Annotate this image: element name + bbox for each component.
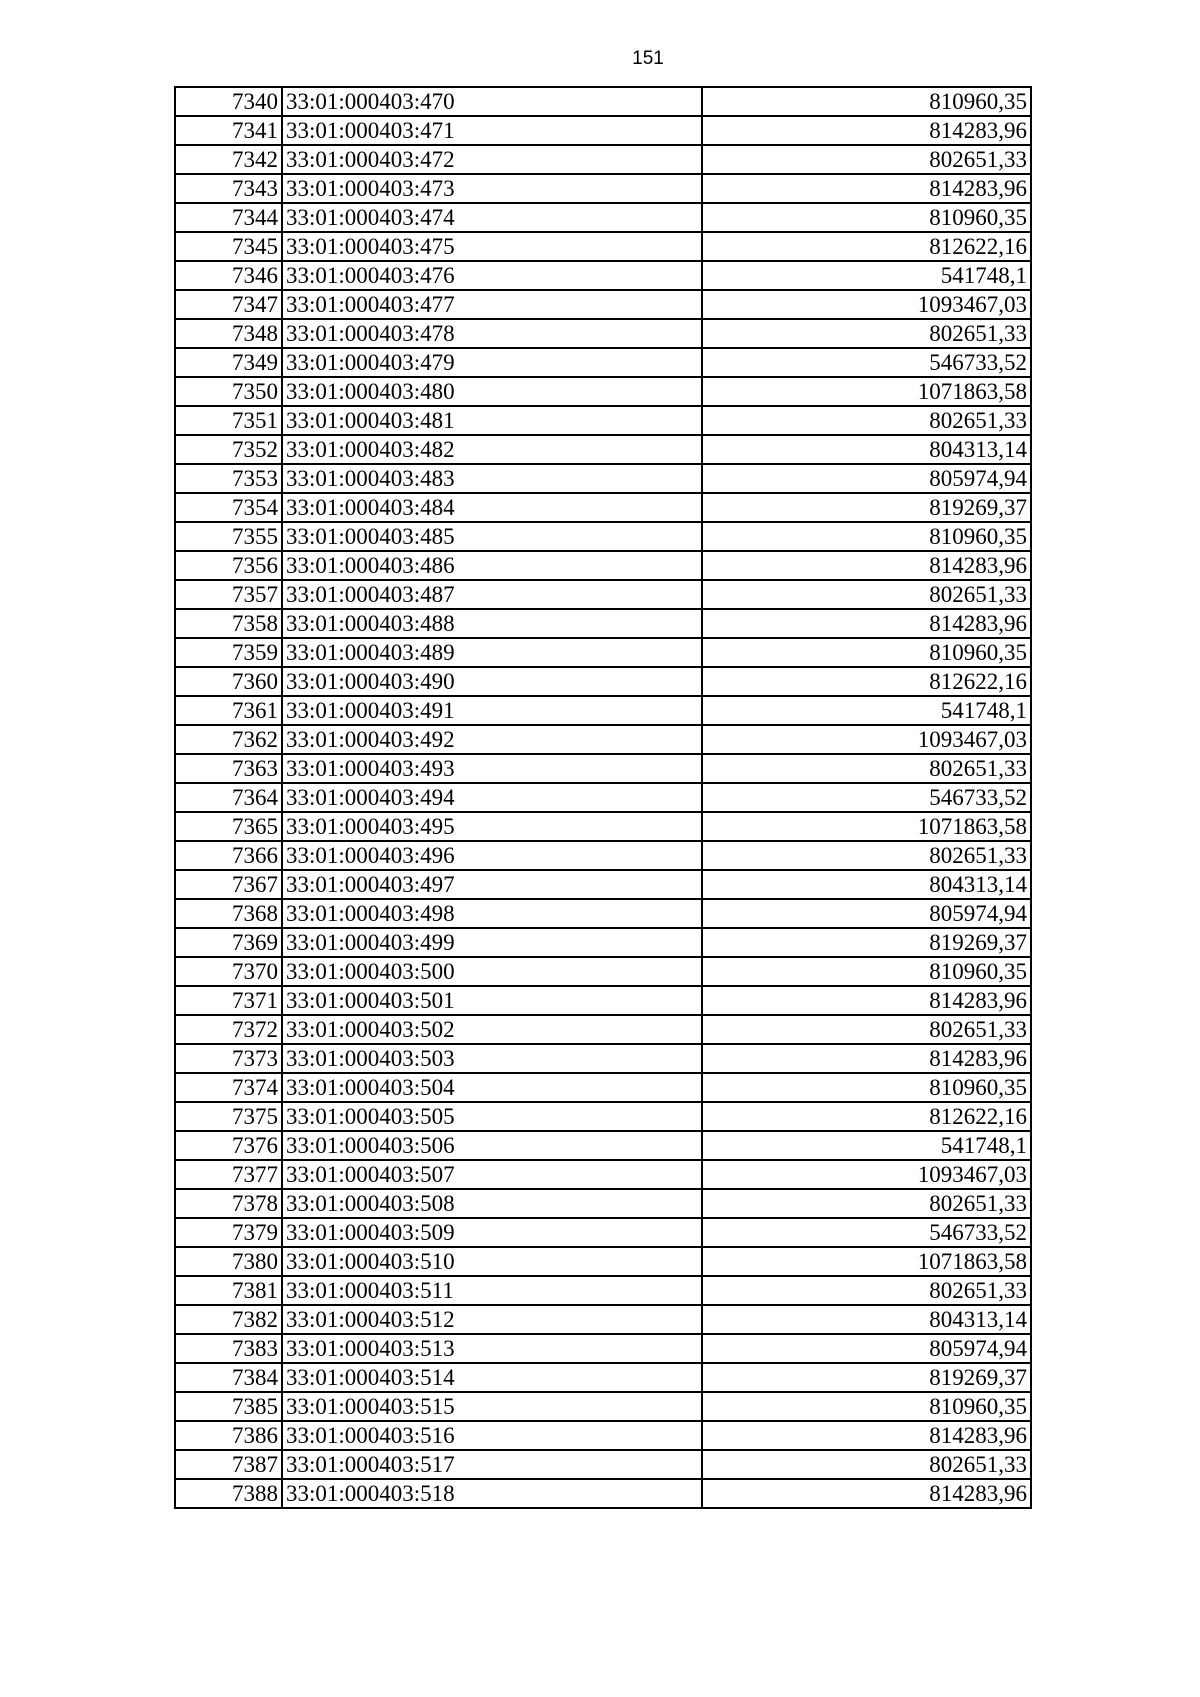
row-number-cell: 7365 — [175, 812, 282, 841]
row-number-cell: 7380 — [175, 1247, 282, 1276]
cadastral-number-cell: 33:01:000403:507 — [282, 1160, 702, 1189]
cadastral-value-cell: 814283,96 — [702, 1421, 1031, 1450]
cadastral-number-cell: 33:01:000403:483 — [282, 464, 702, 493]
table-row — [175, 232, 1031, 261]
cadastral-value-cell: 804313,14 — [702, 435, 1031, 464]
cadastral-number-cell: 33:01:000403:500 — [282, 957, 702, 986]
cadastral-value-cell: 802651,33 — [702, 145, 1031, 174]
cadastral-number-cell: 33:01:000403:472 — [282, 145, 702, 174]
row-number-cell: 7381 — [175, 1276, 282, 1305]
cadastral-number-cell: 33:01:000403:493 — [282, 754, 702, 783]
table-row — [175, 203, 1031, 232]
cadastral-number-cell: 33:01:000403:508 — [282, 1189, 702, 1218]
row-number-cell: 7385 — [175, 1392, 282, 1421]
row-number-cell: 7364 — [175, 783, 282, 812]
row-number-cell: 7373 — [175, 1044, 282, 1073]
cadastral-value-cell: 810960,35 — [702, 87, 1031, 116]
table-row — [175, 1392, 1031, 1421]
cadastral-number-cell: 33:01:000403:499 — [282, 928, 702, 957]
table-row — [175, 899, 1031, 928]
cadastral-number-cell: 33:01:000403:477 — [282, 290, 702, 319]
cadastral-number-cell: 33:01:000403:494 — [282, 783, 702, 812]
cadastral-value-cell: 805974,94 — [702, 899, 1031, 928]
cadastral-number-cell: 33:01:000403:510 — [282, 1247, 702, 1276]
cadastral-number-cell: 33:01:000403:471 — [282, 116, 702, 145]
cadastral-number-cell: 33:01:000403:479 — [282, 348, 702, 377]
table-row — [175, 870, 1031, 899]
table-row — [175, 493, 1031, 522]
table-row — [175, 1218, 1031, 1247]
table-row — [175, 986, 1031, 1015]
table-body — [175, 87, 1031, 1508]
table-row — [175, 928, 1031, 957]
table-row — [175, 1421, 1031, 1450]
table-row — [175, 551, 1031, 580]
table-row — [175, 1479, 1031, 1508]
table-row — [175, 87, 1031, 116]
row-number-cell: 7370 — [175, 957, 282, 986]
cadastral-value-cell: 802651,33 — [702, 406, 1031, 435]
cadastral-number-cell: 33:01:000403:480 — [282, 377, 702, 406]
row-number-cell: 7378 — [175, 1189, 282, 1218]
cadastral-number-cell: 33:01:000403:485 — [282, 522, 702, 551]
row-number-cell: 7348 — [175, 319, 282, 348]
row-number-cell: 7384 — [175, 1363, 282, 1392]
table-row — [175, 464, 1031, 493]
table-row — [175, 696, 1031, 725]
row-number-cell: 7386 — [175, 1421, 282, 1450]
table-row — [175, 841, 1031, 870]
cadastral-value-cell: 1071863,58 — [702, 1247, 1031, 1276]
cadastral-value-cell: 814283,96 — [702, 174, 1031, 203]
cadastral-number-cell: 33:01:000403:511 — [282, 1276, 702, 1305]
row-number-cell: 7350 — [175, 377, 282, 406]
cadastral-number-cell: 33:01:000403:516 — [282, 1421, 702, 1450]
cadastral-number-cell: 33:01:000403:487 — [282, 580, 702, 609]
row-number-cell: 7354 — [175, 493, 282, 522]
cadastral-value-cell: 802651,33 — [702, 754, 1031, 783]
row-number-cell: 7362 — [175, 725, 282, 754]
cadastral-value-cell: 804313,14 — [702, 1305, 1031, 1334]
table-row — [175, 957, 1031, 986]
cadastral-number-cell: 33:01:000403:492 — [282, 725, 702, 754]
cadastral-value-cell: 814283,96 — [702, 1479, 1031, 1508]
cadastral-value-cell: 819269,37 — [702, 928, 1031, 957]
table-row — [175, 1305, 1031, 1334]
table-row — [175, 522, 1031, 551]
table-row — [175, 1247, 1031, 1276]
row-number-cell: 7369 — [175, 928, 282, 957]
row-number-cell: 7351 — [175, 406, 282, 435]
cadastral-value-cell: 814283,96 — [702, 1044, 1031, 1073]
cadastral-value-cell: 546733,52 — [702, 1218, 1031, 1247]
cadastral-value-cell: 810960,35 — [702, 203, 1031, 232]
table-row — [175, 377, 1031, 406]
row-number-cell: 7367 — [175, 870, 282, 899]
cadastral-value-cell: 541748,1 — [702, 696, 1031, 725]
cadastral-value-cell: 546733,52 — [702, 348, 1031, 377]
cadastral-number-cell: 33:01:000403:513 — [282, 1334, 702, 1363]
table-row — [175, 1102, 1031, 1131]
cadastral-value-cell: 810960,35 — [702, 1073, 1031, 1102]
cadastral-value-cell: 805974,94 — [702, 1334, 1031, 1363]
table-row — [175, 261, 1031, 290]
cadastral-number-cell: 33:01:000403:482 — [282, 435, 702, 464]
cadastral-number-cell: 33:01:000403:504 — [282, 1073, 702, 1102]
cadastral-value-cell: 802651,33 — [702, 1015, 1031, 1044]
cadastral-number-cell: 33:01:000403:512 — [282, 1305, 702, 1334]
row-number-cell: 7377 — [175, 1160, 282, 1189]
table-row — [175, 1131, 1031, 1160]
cadastral-value-cell: 541748,1 — [702, 261, 1031, 290]
row-number-cell: 7346 — [175, 261, 282, 290]
cadastral-number-cell: 33:01:000403:476 — [282, 261, 702, 290]
cadastral-value-cell: 1093467,03 — [702, 1160, 1031, 1189]
cadastral-number-cell: 33:01:000403:491 — [282, 696, 702, 725]
cadastral-number-cell: 33:01:000403:518 — [282, 1479, 702, 1508]
cadastral-number-cell: 33:01:000403:514 — [282, 1363, 702, 1392]
cadastral-value-cell: 810960,35 — [702, 1392, 1031, 1421]
cadastral-value-cell: 1071863,58 — [702, 377, 1031, 406]
row-number-cell: 7388 — [175, 1479, 282, 1508]
row-number-cell: 7379 — [175, 1218, 282, 1247]
cadastral-number-cell: 33:01:000403:503 — [282, 1044, 702, 1073]
cadastral-value-cell: 541748,1 — [702, 1131, 1031, 1160]
cadastral-number-cell: 33:01:000403:495 — [282, 812, 702, 841]
cadastral-number-cell: 33:01:000403:484 — [282, 493, 702, 522]
row-number-cell: 7358 — [175, 609, 282, 638]
cadastral-number-cell: 33:01:000403:502 — [282, 1015, 702, 1044]
cadastral-value-cell: 802651,33 — [702, 319, 1031, 348]
table-row — [175, 754, 1031, 783]
cadastral-value-cell: 810960,35 — [702, 522, 1031, 551]
row-number-cell: 7368 — [175, 899, 282, 928]
row-number-cell: 7344 — [175, 203, 282, 232]
table-row — [175, 580, 1031, 609]
table-row — [175, 145, 1031, 174]
table-row — [175, 1015, 1031, 1044]
cadastral-number-cell: 33:01:000403:496 — [282, 841, 702, 870]
cadastral-value-cell: 819269,37 — [702, 493, 1031, 522]
cadastral-value-cell: 802651,33 — [702, 1276, 1031, 1305]
table-row — [175, 725, 1031, 754]
cadastral-number-cell: 33:01:000403:515 — [282, 1392, 702, 1421]
table-row — [175, 406, 1031, 435]
row-number-cell: 7342 — [175, 145, 282, 174]
cadastral-number-cell: 33:01:000403:486 — [282, 551, 702, 580]
table-row — [175, 783, 1031, 812]
row-number-cell: 7355 — [175, 522, 282, 551]
table-row — [175, 174, 1031, 203]
cadastral-value-cell: 802651,33 — [702, 580, 1031, 609]
cadastral-value-cell: 802651,33 — [702, 841, 1031, 870]
cadastral-number-cell: 33:01:000403:505 — [282, 1102, 702, 1131]
cadastral-value-cell: 819269,37 — [702, 1363, 1031, 1392]
row-number-cell: 7340 — [175, 87, 282, 116]
row-number-cell: 7383 — [175, 1334, 282, 1363]
cadastral-number-cell: 33:01:000403:470 — [282, 87, 702, 116]
cadastral-number-cell: 33:01:000403:490 — [282, 667, 702, 696]
table-row — [175, 1334, 1031, 1363]
table-row — [175, 319, 1031, 348]
cadastral-number-cell: 33:01:000403:474 — [282, 203, 702, 232]
row-number-cell: 7353 — [175, 464, 282, 493]
cadastral-value-cell: 814283,96 — [702, 551, 1031, 580]
page-number: 151 — [632, 48, 664, 69]
cadastral-value-cell: 812622,16 — [702, 667, 1031, 696]
table-row — [175, 1450, 1031, 1479]
table-row — [175, 116, 1031, 145]
row-number-cell: 7371 — [175, 986, 282, 1015]
cadastral-value-cell: 1093467,03 — [702, 725, 1031, 754]
cadastral-number-cell: 33:01:000403:473 — [282, 174, 702, 203]
row-number-cell: 7376 — [175, 1131, 282, 1160]
cadastral-value-cell: 810960,35 — [702, 957, 1031, 986]
cadastral-value-cell: 546733,52 — [702, 783, 1031, 812]
row-number-cell: 7356 — [175, 551, 282, 580]
row-number-cell: 7366 — [175, 841, 282, 870]
row-number-cell: 7352 — [175, 435, 282, 464]
table-row — [175, 1160, 1031, 1189]
row-number-cell: 7387 — [175, 1450, 282, 1479]
cadastral-value-cell: 812622,16 — [702, 1102, 1031, 1131]
cadastral-value-cell: 814283,96 — [702, 986, 1031, 1015]
cadastral-value-cell: 1071863,58 — [702, 812, 1031, 841]
row-number-cell: 7357 — [175, 580, 282, 609]
row-number-cell: 7363 — [175, 754, 282, 783]
cadastral-number-cell: 33:01:000403:498 — [282, 899, 702, 928]
cadastral-value-cell: 1093467,03 — [702, 290, 1031, 319]
row-number-cell: 7361 — [175, 696, 282, 725]
row-number-cell: 7341 — [175, 116, 282, 145]
cadastral-value-cell: 804313,14 — [702, 870, 1031, 899]
row-number-cell: 7343 — [175, 174, 282, 203]
row-number-cell: 7360 — [175, 667, 282, 696]
row-number-cell: 7382 — [175, 1305, 282, 1334]
table-row — [175, 1044, 1031, 1073]
row-number-cell: 7345 — [175, 232, 282, 261]
table-row — [175, 609, 1031, 638]
table-row — [175, 667, 1031, 696]
row-number-cell: 7347 — [175, 290, 282, 319]
cadastral-value-cell: 810960,35 — [702, 638, 1031, 667]
table-row — [175, 290, 1031, 319]
table-row — [175, 638, 1031, 667]
cadastral-value-cell: 812622,16 — [702, 232, 1031, 261]
cadastral-number-cell: 33:01:000403:517 — [282, 1450, 702, 1479]
cadastral-value-cell: 805974,94 — [702, 464, 1031, 493]
table-row — [175, 1189, 1031, 1218]
table-row — [175, 1073, 1031, 1102]
cadastral-number-cell: 33:01:000403:501 — [282, 986, 702, 1015]
cadastral-number-cell: 33:01:000403:489 — [282, 638, 702, 667]
cadastral-value-cell: 802651,33 — [702, 1450, 1031, 1479]
cadastral-number-cell: 33:01:000403:481 — [282, 406, 702, 435]
table-row — [175, 1363, 1031, 1392]
row-number-cell: 7359 — [175, 638, 282, 667]
cadastral-value-cell: 802651,33 — [702, 1189, 1031, 1218]
cadastral-value-table — [174, 86, 1032, 1509]
table-row — [175, 812, 1031, 841]
cadastral-number-cell: 33:01:000403:478 — [282, 319, 702, 348]
row-number-cell: 7374 — [175, 1073, 282, 1102]
table-row — [175, 1276, 1031, 1305]
cadastral-number-cell: 33:01:000403:509 — [282, 1218, 702, 1247]
cadastral-number-cell: 33:01:000403:488 — [282, 609, 702, 638]
table-row — [175, 348, 1031, 377]
cadastral-value-cell: 814283,96 — [702, 116, 1031, 145]
cadastral-number-cell: 33:01:000403:506 — [282, 1131, 702, 1160]
cadastral-number-cell: 33:01:000403:475 — [282, 232, 702, 261]
row-number-cell: 7372 — [175, 1015, 282, 1044]
cadastral-value-cell: 814283,96 — [702, 609, 1031, 638]
row-number-cell: 7375 — [175, 1102, 282, 1131]
table-row — [175, 435, 1031, 464]
row-number-cell: 7349 — [175, 348, 282, 377]
cadastral-number-cell: 33:01:000403:497 — [282, 870, 702, 899]
